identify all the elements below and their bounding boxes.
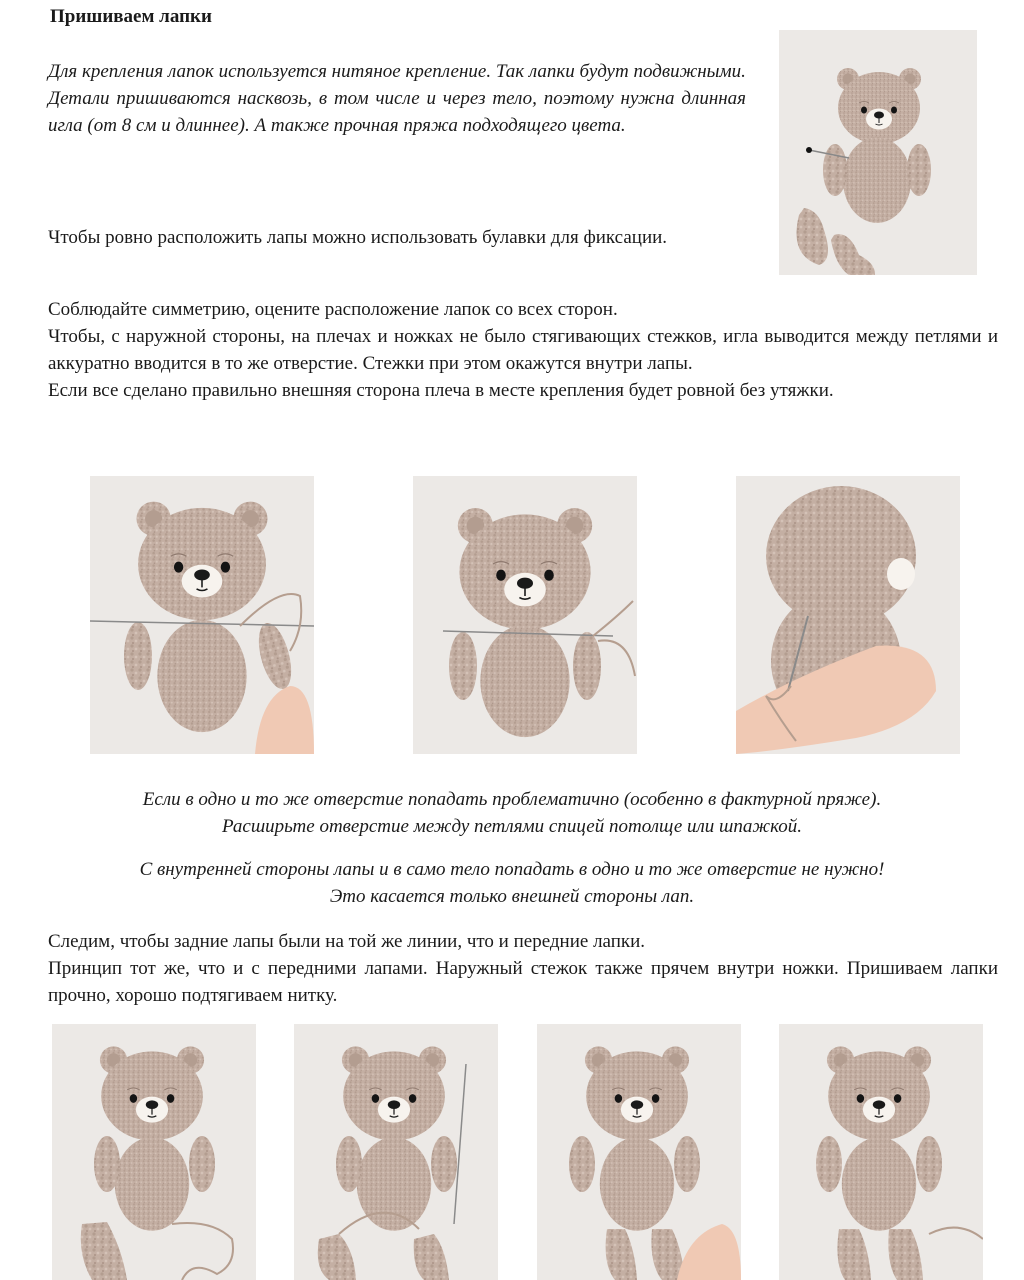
photo-legs-step-3 bbox=[537, 1024, 741, 1280]
legs-instructions bbox=[48, 928, 998, 1009]
photo-sewing-side bbox=[736, 476, 960, 754]
main-instructions bbox=[48, 296, 998, 404]
photo-legs-final bbox=[779, 1024, 983, 1280]
legs-paragraph-2: Принцип тот же, что и с передними лапами. Наружный стежок также прячем внутри ножки. Пришиваем лапки прочно, хорошо подтягиваем нитку. bbox=[48, 958, 998, 1006]
tip1-line-2: Расширьте отверстие между петлями спицей потолще или шпажкой. bbox=[222, 816, 802, 837]
tip1-line-1: Если в одно и то же отверстие попадать проблематично (особенно в фактурной пряже). bbox=[142, 789, 882, 810]
symmetry-paragraph: Соблюдайте симметрию, оцените расположение лапок со всех сторон. bbox=[48, 299, 618, 320]
tip2-line-2: Это касается только внешней стороны лап. bbox=[329, 886, 695, 907]
tip-widen-hole bbox=[30, 786, 994, 840]
photo-legs-step-2 bbox=[294, 1024, 498, 1280]
tip2-line-1: С внутренней стороны лапы и в само тело попадать в одно и то же отверстие не нужно! bbox=[139, 859, 885, 880]
intro-paragraph-1: Для крепления лапок используется нитяное крепление. Так лапки будут подвижными. bbox=[48, 61, 746, 82]
photo-legs-step-1 bbox=[52, 1024, 256, 1280]
page-title: Пришиваем лапки bbox=[50, 6, 212, 27]
photo-sewing-arm-2 bbox=[413, 476, 637, 754]
stitch-paragraph: Чтобы, с наружной стороны, на плечах и ножках не было стягивающих стежков, игла выводится между петлями и аккуратно вводится в то же отверстие. Стежки при этом окажутся внутри лапы. bbox=[48, 326, 998, 374]
intro-paragraph-2: Детали пришиваются насквозь, в том числе и через тело, поэтому нужна длинная игла (от 8 см и длиннее). А также прочная пряжа подходящего цвета. bbox=[48, 88, 746, 136]
intro-text bbox=[48, 58, 746, 139]
photo-sewing-arm-1 bbox=[90, 476, 314, 754]
tip-inner-side bbox=[30, 856, 994, 910]
result-paragraph: Если все сделано правильно внешняя сторона плеча в месте крепления будет ровной без утяжки. bbox=[48, 380, 834, 401]
legs-paragraph-1: Следим, чтобы задние лапы были на той же линии, что и передние лапки. bbox=[48, 931, 646, 952]
pins-note: Чтобы ровно расположить лапы можно использовать булавки для фиксации. bbox=[48, 227, 668, 248]
photo-bear-with-pins bbox=[779, 30, 977, 275]
